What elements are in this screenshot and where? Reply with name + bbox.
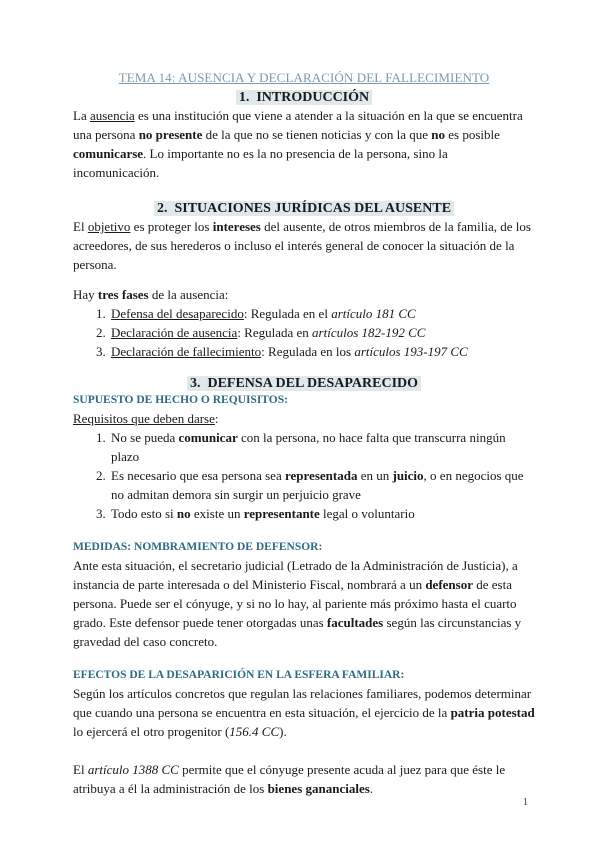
text: legal o voluntario	[319, 506, 415, 521]
text: Según los artículos concretos que regulan las relaciones familiares, podemos determinar que cuando una persona se encuentra en esta situación, el ejercicio de la	[73, 686, 532, 720]
bold-term: representada	[284, 468, 358, 483]
article-ref: 156.4 CC	[229, 724, 280, 739]
text: , o en negocios que no admitan demora sin surgir un perjuicio grave	[111, 468, 524, 502]
text: : Regulada en los	[261, 344, 355, 359]
text: La	[73, 108, 90, 123]
requisitos-list	[73, 428, 535, 523]
efectos-paragraph	[73, 684, 535, 741]
requisitos-text: Requisitos que deben darse	[73, 411, 215, 426]
text: lo ejercerá el otro progenitor (	[73, 724, 230, 739]
bold-term: no	[176, 506, 191, 521]
bold-term: defensor	[425, 577, 473, 592]
text: Hay	[73, 287, 98, 302]
bold-term: facultades	[326, 615, 384, 630]
text: existe un	[190, 506, 244, 521]
section-2-heading	[73, 201, 535, 217]
text: ).	[279, 724, 287, 739]
list-item	[109, 342, 535, 361]
article-ref: artículos 193-197 CC	[354, 344, 468, 359]
text: es una institución que viene a atender a la situación en la que se encuentra una persona	[73, 108, 523, 142]
text: con la persona, no hace falta que transcurra ningún plazo	[111, 430, 506, 464]
text: de la ausencia:	[148, 287, 229, 302]
bold-term: intereses	[212, 219, 261, 234]
article-ref: artículos 182-192 CC	[312, 325, 426, 340]
page-number: 1	[523, 797, 528, 808]
text: del ausente, de otros miembros de la familia, de los acreedores, de sus herederos o incluso el interés general de conocer la situación de la persona.	[73, 219, 531, 272]
article-ref: artículo 181 CC	[331, 306, 416, 321]
text: Todo esto si	[111, 506, 177, 521]
text: : Regulada en el	[243, 306, 332, 321]
document-page	[73, 70, 535, 798]
section-1-number: 1.	[238, 90, 250, 105]
bold-term: tres fases	[97, 287, 149, 302]
subheading-medidas: MEDIDAS: NOMBRAMIENTO DE DEFENSOR:	[73, 541, 323, 553]
bold-term: no	[431, 127, 445, 142]
list-item	[109, 323, 535, 342]
fase-name: Declaración de ausencia	[111, 325, 238, 340]
requisitos-label	[73, 409, 535, 428]
subheading-efectos: EFECTOS DE LA DESAPARICIÓN EN LA ESFERA FAMILIAR:	[73, 669, 405, 681]
medidas-paragraph	[73, 556, 535, 651]
document-title: TEMA 14: AUSENCIA Y DECLARACIÓN DEL FALLECIMIENTO	[118, 70, 490, 85]
text: :	[214, 411, 219, 426]
text: .	[369, 781, 374, 796]
fases-paragraph	[73, 285, 535, 304]
list-item	[109, 428, 535, 466]
section-1-heading	[73, 90, 535, 106]
text: . Lo importante no es la no presencia de la persona, sino la incomunicación.	[73, 146, 448, 180]
fase-name: Declaración de fallecimiento	[111, 344, 262, 359]
text: de la que no se tienen noticias y con la que	[202, 127, 432, 142]
bold-term: juicio	[392, 468, 424, 483]
bold-term: no presente	[138, 127, 203, 142]
bold-term: patria potestad	[450, 705, 535, 720]
section-3-number: 3.	[189, 376, 201, 391]
text: es proteger los	[130, 219, 213, 234]
fase-name: Defensa del desaparecido	[111, 306, 244, 321]
text: permite que el cónyuge presente acuda al juez para que éste le atribuya a él la administración de los	[73, 762, 506, 796]
text: El	[73, 219, 88, 234]
subheading-supuesto: SUPUESTO DE HECHO O REQUISITOS:	[73, 394, 288, 406]
term-objetivo: objetivo	[87, 219, 131, 234]
section-2-title: SITUACIONES JURÍDICAS DEL AUSENTE	[174, 201, 452, 216]
list-item	[109, 304, 535, 323]
articulo-1388-paragraph	[73, 760, 535, 798]
fases-list	[73, 304, 535, 361]
bold-term: representante	[243, 506, 320, 521]
text: No se pueda	[111, 430, 179, 445]
bold-term: bienes gananciales	[267, 781, 370, 796]
article-ref: artículo 1388 CC	[87, 762, 179, 777]
list-item	[109, 466, 535, 504]
text: de esta persona. Puede ser el cónyuge, y si no lo hay, al pariente más próximo hasta el cuarto grado. Este defensor puede tener otorgadas unas	[73, 577, 517, 630]
section-3-title: DEFENSA DEL DESAPARECIDO	[207, 376, 419, 391]
bold-term: comunicarse	[73, 146, 144, 161]
section-1-title: INTRODUCCIÓN	[256, 90, 370, 105]
section-3-heading	[73, 376, 535, 392]
term-ausencia: ausencia	[89, 108, 135, 123]
text: Es necesario que esa persona sea	[111, 468, 285, 483]
section-2-number: 2.	[156, 201, 168, 216]
text: Ante esta situación, el secretario judicial (Letrado de la Administración de Justicia), a instancia de parte interesada o del Ministerio Fiscal, nombrará a un	[73, 558, 518, 592]
list-item	[109, 504, 535, 523]
text: es posible	[445, 127, 500, 142]
text: en un	[357, 468, 393, 483]
text: El	[73, 762, 88, 777]
intro-paragraph	[73, 106, 535, 182]
objetivo-paragraph	[73, 217, 535, 274]
bold-term: comunicar	[178, 430, 238, 445]
text: : Regulada en	[237, 325, 313, 340]
text: según las circunstancias y gravedad del caso concreto.	[73, 615, 522, 649]
